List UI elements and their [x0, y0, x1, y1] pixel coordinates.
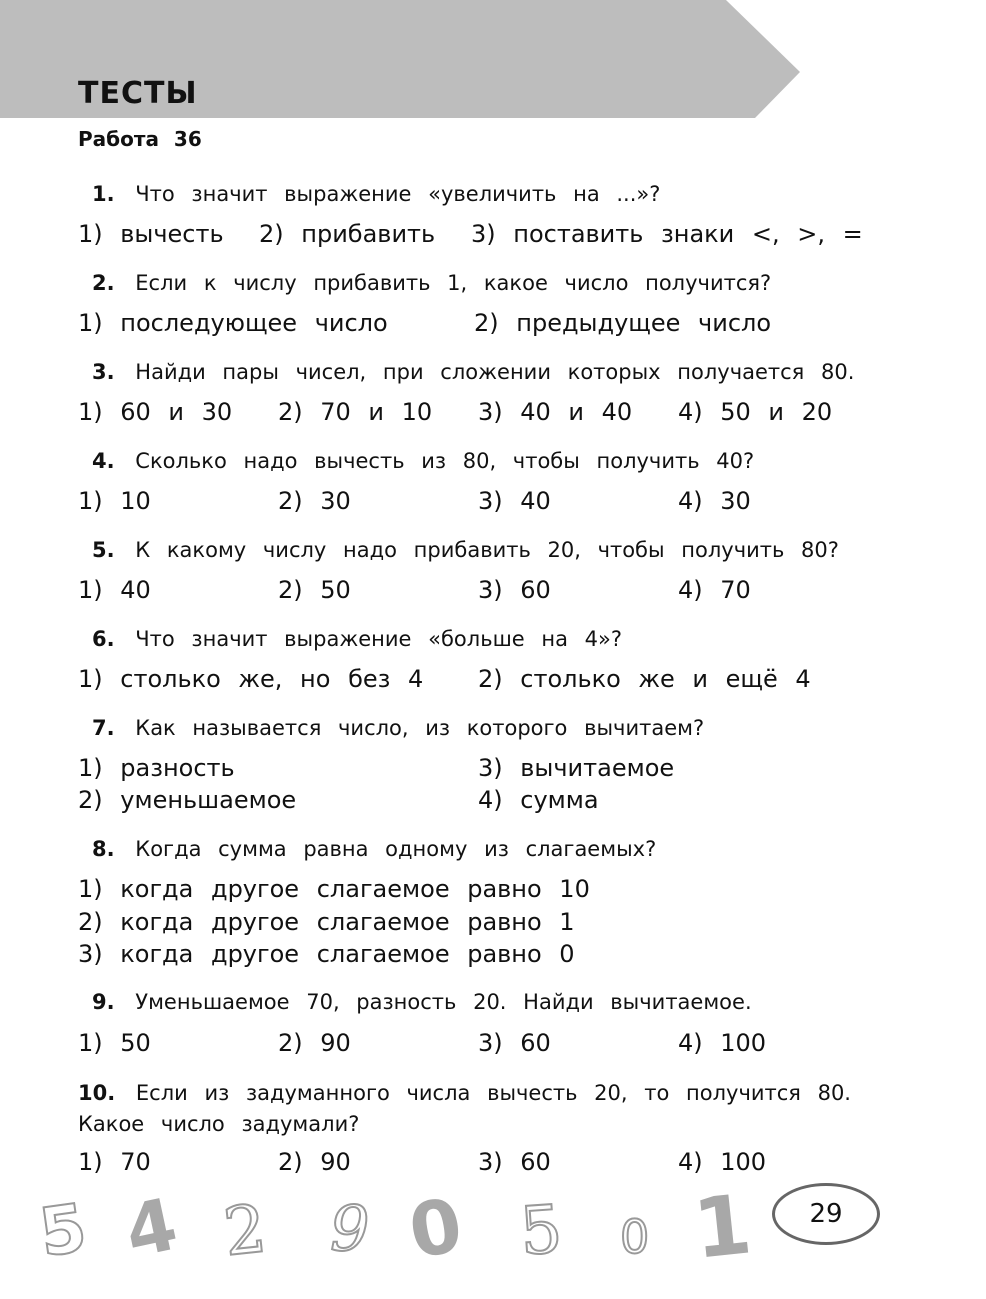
option: 3) поставить знаки <, >, = [471, 220, 863, 248]
option: 3) 40 [478, 487, 551, 515]
option: 1) 60 и 30 [78, 398, 233, 426]
question-number: 9. [92, 990, 115, 1014]
options-4 [78, 487, 898, 521]
option: 1) 10 [78, 487, 151, 515]
option: 2) 50 [278, 576, 351, 604]
question-4 [92, 449, 754, 473]
question-6 [92, 627, 622, 651]
question-number: 3. [92, 360, 115, 384]
question-number: 2. [92, 271, 115, 295]
question-text: Уменьшаемое 70, разность 20. Найди вычитаемое. [135, 990, 752, 1014]
question-text: Если к числу прибавить 1, какое число получится? [135, 271, 772, 295]
option: 2) предыдущее число [474, 309, 772, 337]
question-1 [92, 182, 660, 206]
question-text: Сколько надо вычесть из 80, чтобы получить 40? [135, 449, 755, 473]
question-number: 7. [92, 716, 115, 740]
question-8 [92, 837, 656, 861]
option: 2) столько же и ещё 4 [478, 665, 811, 693]
option: 4) 100 [678, 1148, 767, 1176]
options-2 [78, 309, 898, 343]
question-text: Что значит выражение «больше на 4»? [135, 627, 623, 651]
option: 2) 30 [278, 487, 351, 515]
option: 1) вычесть [78, 220, 224, 248]
decorative-digit: 9 [330, 1192, 370, 1265]
option: 2) 90 [278, 1148, 351, 1176]
question-number: 8. [92, 837, 115, 861]
options-8-row3 [78, 940, 898, 974]
question-3 [92, 360, 854, 384]
options-8-row1 [78, 875, 898, 909]
option: 1) 40 [78, 576, 151, 604]
option: 2) 90 [278, 1029, 351, 1057]
page-number: 29 [772, 1183, 880, 1245]
options-9 [78, 1029, 898, 1063]
option: 1) разность [78, 754, 235, 782]
option: 1) 50 [78, 1029, 151, 1057]
options-3 [78, 398, 898, 432]
option: 2) уменьшаемое [78, 786, 297, 814]
option: 4) сумма [478, 786, 599, 814]
question-text: Если из задуманного числа вычесть 20, то получится 80. Какое число задумали? [78, 1081, 851, 1136]
question-text: Найди пары чисел, при сложении которых получается 80. [135, 360, 855, 384]
option: 1) столько же, но без 4 [78, 665, 424, 693]
question-9 [92, 990, 752, 1014]
decorative-digit: 0 [402, 1182, 469, 1276]
option: 1) 70 [78, 1148, 151, 1176]
decorative-digit: 5 [34, 1189, 92, 1272]
option: 3) 60 [478, 1148, 551, 1176]
options-1 [78, 220, 898, 254]
question-number: 5. [92, 538, 115, 562]
options-6 [78, 665, 898, 699]
question-number: 10. [78, 1081, 116, 1105]
question-text: Что значит выражение «увеличить на ...»? [135, 182, 661, 206]
question-10 [78, 1078, 888, 1140]
options-8-row2 [78, 908, 898, 942]
option: 1) когда другое слагаемое равно 10 [78, 875, 590, 903]
question-7 [92, 716, 704, 740]
question-text: Когда сумма равна одному из слагаемых? [135, 837, 657, 861]
option: 2) когда другое слагаемое равно 1 [78, 908, 575, 936]
section-title: ТЕСТЫ [78, 76, 198, 111]
option: 4) 50 и 20 [678, 398, 833, 426]
question-text: К какому числу надо прибавить 20, чтобы получить 80? [135, 538, 839, 562]
option: 3) 60 [478, 576, 551, 604]
question-5 [92, 538, 839, 562]
options-5 [78, 576, 898, 610]
decorative-digit: 0 [620, 1210, 650, 1264]
option: 3) 60 [478, 1029, 551, 1057]
question-2 [92, 271, 771, 295]
option: 2) 70 и 10 [278, 398, 433, 426]
decorative-digit: 5 [517, 1190, 565, 1271]
option: 2) прибавить [259, 220, 436, 248]
decorative-digit: 1 [689, 1177, 756, 1278]
option: 3) 40 и 40 [478, 398, 633, 426]
option: 1) последующее число [78, 309, 388, 337]
option: 4) 30 [678, 487, 751, 515]
option: 3) вычитаемое [478, 754, 675, 782]
work-title: Работа 36 [78, 127, 202, 151]
options-10 [78, 1148, 898, 1182]
option: 3) когда другое слагаемое равно 0 [78, 940, 575, 968]
option: 4) 100 [678, 1029, 767, 1057]
options-7-row1 [78, 754, 898, 788]
decorative-digit: 2 [220, 1190, 270, 1271]
question-number: 1. [92, 182, 115, 206]
question-text: Как называется число, из которого вычитаем? [135, 716, 705, 740]
decorative-digit: 4 [117, 1181, 185, 1275]
option: 4) 70 [678, 576, 751, 604]
question-number: 6. [92, 627, 115, 651]
question-number: 4. [92, 449, 115, 473]
options-7-row2 [78, 786, 898, 820]
